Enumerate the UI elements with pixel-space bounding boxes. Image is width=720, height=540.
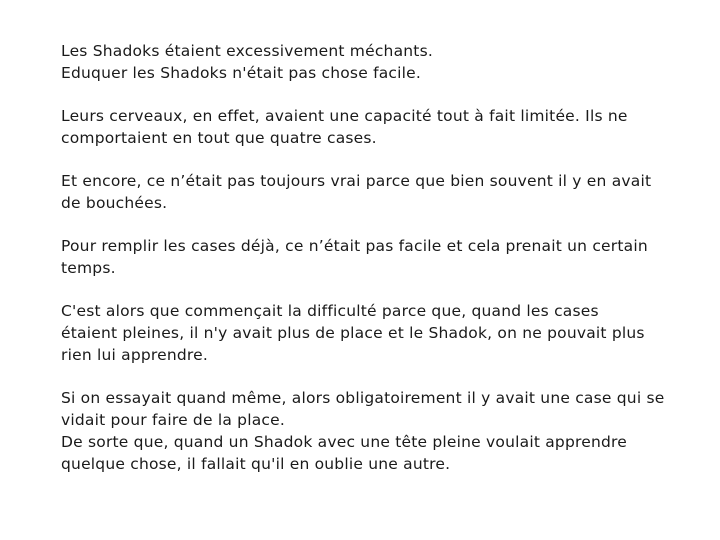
document-body [61,40,681,475]
paragraph-2 [61,105,681,149]
paragraph-4 [61,235,681,279]
text-line: Les Shadoks étaient excessivement méchants. [61,42,433,60]
paragraph-3 [61,170,681,214]
text-line: Pour remplir les cases déjà, ce n’était pas facile et cela prenait un certain [61,237,648,255]
text-line: de bouchées. [61,194,168,212]
text-line: C'est alors que commençait la difficulté parce que, quand les cases [61,302,599,320]
text-line: Et encore, ce n’était pas toujours vrai parce que bien souvent il y en avait [61,172,652,190]
text-line: De sorte que, quand un Shadok avec une tête pleine voulait apprendre [61,433,627,451]
paragraph-6 [61,387,681,475]
text-line: Si on essayait quand même, alors obligatoirement il y avait une case qui se [61,389,665,407]
text-line: vidait pour faire de la place. [61,411,285,429]
text-line: comportaient en tout que quatre cases. [61,129,377,147]
text-line: Eduquer les Shadoks n'était pas chose facile. [61,64,422,82]
text-line: étaient pleines, il n'y avait plus de place et le Shadok, on ne pouvait plus [61,324,645,342]
paragraph-5 [61,300,681,366]
text-line: Leurs cerveaux, en effet, avaient une capacité tout à fait limitée. Ils ne [61,107,628,125]
text-line: temps. [61,259,116,277]
paragraph-1 [61,40,681,84]
text-line: quelque chose, il fallait qu'il en oublie une autre. [61,455,451,473]
text-line: rien lui apprendre. [61,346,209,364]
